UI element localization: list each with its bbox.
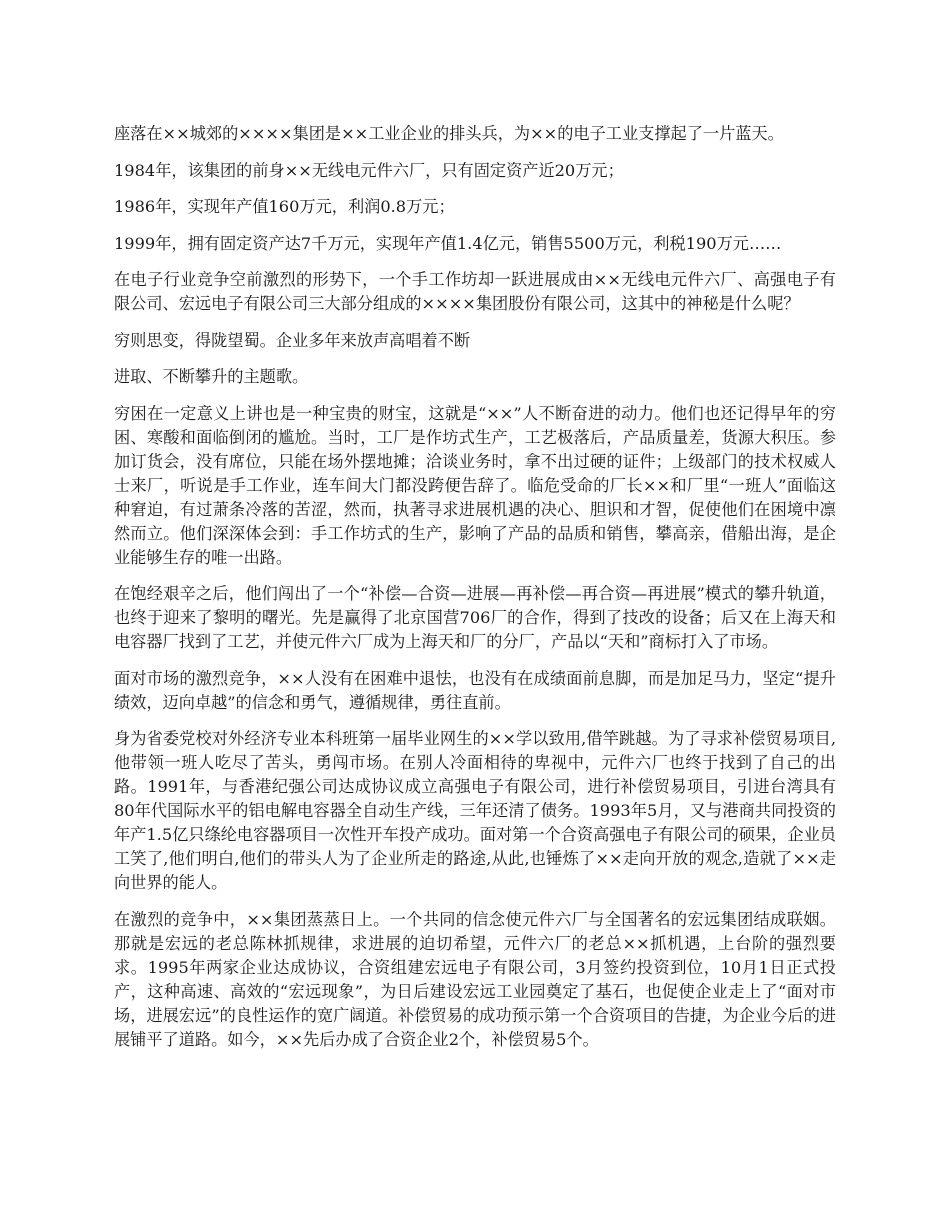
paragraph-1984: 1984年，该集团的前身××无线电元件六厂，只有固定资产近20万元； xyxy=(114,160,624,180)
paragraph-1986: 1986年，实现年产值160万元，利润0.8万元； xyxy=(114,197,455,216)
paragraph-joint-venture: 在激烈的竞争中，××集团蒸蒸日上。一个共同的信念使元件六厂与全国著名的宏远集团结成联姻。那就是宏远的老总陈林抓规律，求进展的迫切希望，元件六厂的老总××抓机遇，上台阶的强烈要求。1995年两家企业达成协议，合资组建宏远电子有限公司，3月签约投资到位，10月1日正式投产，这种高速、高效的“宏远现象”，为日后建设宏远工业园奠定了基石，也促使企业走上了“面对市场，进展宏远”的良性运作的宽广阔道。补偿贸易的成功预示第一个合资项目的告捷，为企业今后的进展铺平了道路。如今，××先后办成了合资企业2个，补偿贸易5个。 xyxy=(114,909,836,1049)
paragraph-1999: 1999年，拥有固定资产达7千万元，实现年产值1.4亿元，销售5500万元，利税190万元…… xyxy=(114,233,782,253)
paragraph-motto-2: 进取、不断攀升的主题歌。 xyxy=(114,367,309,386)
document-body xyxy=(114,122,836,1064)
paragraph-competition: 面对市场的激烈竞争，××人没有在困难中退怯，也没有在成绩面前息脚，而是加足马力，坚定“提升绩效，迈向卓越”的信念和勇气，遵循规律，勇往直前。 xyxy=(114,668,836,712)
paragraph-leader: 身为省委党校对外经济专业本科班第一届毕业网生的××学以致用,借竿跳越。为了寻求补偿贸易项目,他带领一班人吃尽了苦头，勇闯市场。在别人冷面相待的卑视中，元件六厂也终于找到了自己的出路。1991年，与香港纪强公司达成协议成立高强电子有限公司，进行补偿贸易项目，引进台湾具有80年代国际水平的铝电解电容器全自动生产线，三年还清了债务。1993年5月，又与港商共同投资的年产1.5亿只绦纶电容器项目一次性开车投产成功。面对第一个合资高强电子有限公司的硕果，企业员工笑了,他们明白,他们的带头人为了企业所走的路途,从此,也锤炼了××走向开放的观念,造就了××走向世界的能人。 xyxy=(114,729,836,892)
paragraph-intro: 座落在××城郊的××××集团是××工业企业的排头兵，为××的电子工业支撑起了一片蓝天。 xyxy=(114,124,784,143)
paragraph-hardship: 穷困在一定意义上讲也是一种宝贵的财宝，这就是“××”人不断奋进的动力。他们也还记得早年的穷困、寒酸和面临倒闭的尴尬。当时，工厂是作坊式生产，工艺极落后，产品质量差，货源大积压。参加订货会，没有席位，只能在场外摆地摊；洽谈业务时，拿不出过硬的证件；上级部门的技术权威人士来厂，听说是手工作业，连车间大门都没跨便告辞了。临危受命的厂长××和厂里“一班人”面临这种窘迫，有过萧条冷落的苦涩，然而，执著寻求进展机遇的决心、胆识和才智，促使他们在困境中凛然而立。他们深深体会到：手工作坊式的生产，影响了产品的品质和销售，攀高亲，借船出海，是企业能够生存的唯一出路。 xyxy=(114,403,836,567)
paragraph-motto-1: 穷则思变，得陇望蜀。企业多年来放声高唱着不断 xyxy=(114,330,471,350)
paragraph-model: 在饱经艰辛之后，他们闯出了一个“补偿—合资—进展—再补偿—再合资—再进展”模式的攀升轨道，也终于迎来了黎明的曙光。先是赢得了北京国营706厂的合作，得到了技改的设备；后又在上海天和电容器厂找到了工艺，并使元件六厂成为上海天和厂的分厂，产品以“天和”商标打入了市场。 xyxy=(114,584,836,651)
paragraph-question: 在电子行业竞争空前激烈的形势下，一个手工作坊却一跃进展成由××无线电元件六厂、高强电子有限公司、宏远电子有限公司三大部分组成的××××集团股份有限公司，这其中的神秘是什么呢？ xyxy=(114,270,836,313)
